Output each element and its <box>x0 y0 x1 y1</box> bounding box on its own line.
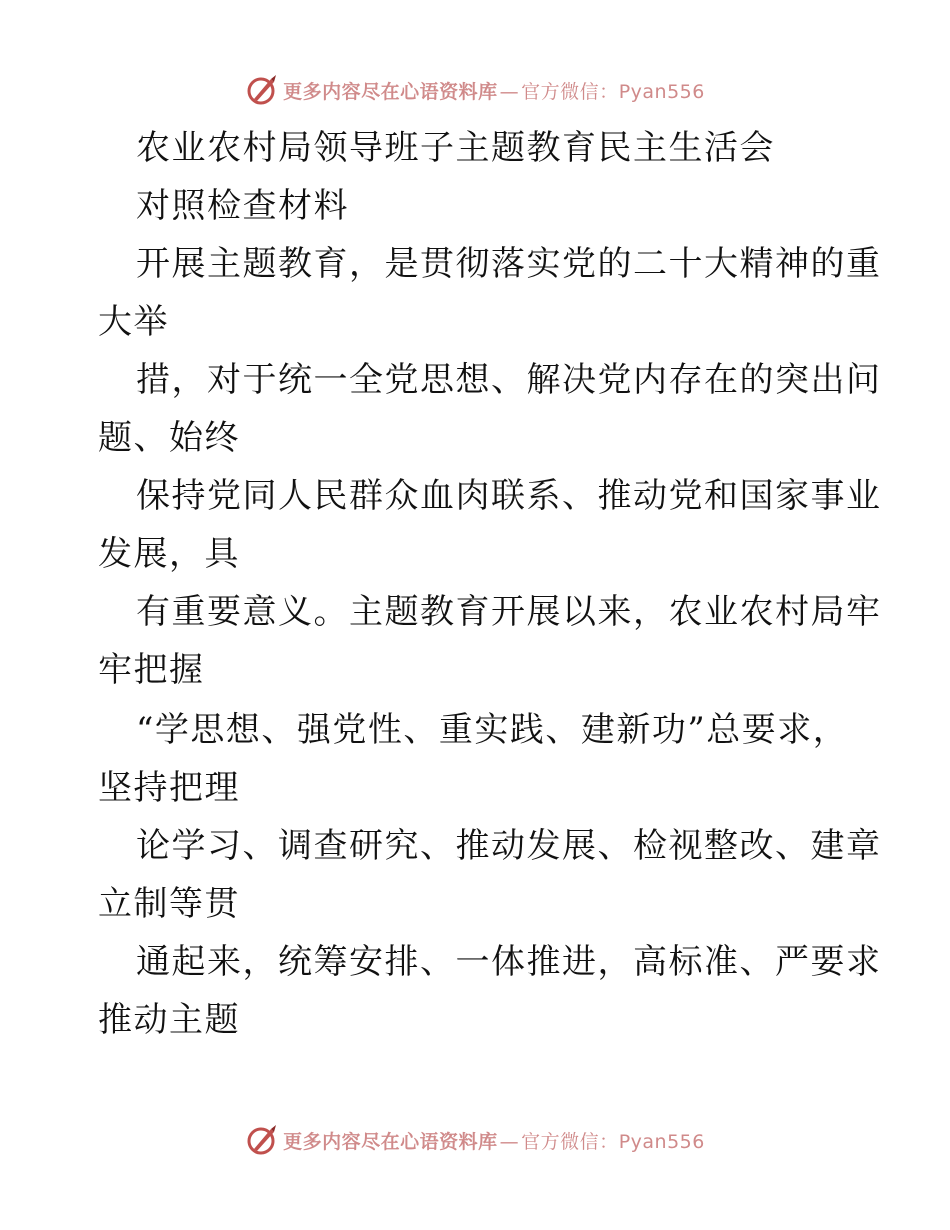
paragraph-line: 论学习、调查研究、推动发展、检视整改、建章 <box>136 826 882 866</box>
header-watermark <box>0 70 950 110</box>
paragraph-line: 题、始终 <box>98 418 240 458</box>
paragraph-line: 发展，具 <box>98 534 240 574</box>
paragraph-line: 立制等贯 <box>98 884 240 924</box>
paragraph-line: “学思想、强党性、重实践、建新功”总要求， <box>136 710 849 750</box>
watermark-wechat-label: 官方微信： <box>521 80 619 103</box>
paragraph-line: 保持党同人民群众血肉联系、推动党和国家事业 <box>136 476 882 516</box>
quill-logo-icon <box>245 1123 279 1157</box>
footer-watermark <box>0 1120 950 1160</box>
paragraph-line: 推动主题 <box>98 1000 240 1040</box>
paragraph-line: 坚持把理 <box>98 768 240 808</box>
watermark-dash: — <box>499 80 520 103</box>
paragraph-line: 通起来，统筹安排、一体推进，高标准、严要求 <box>136 942 882 982</box>
watermark-library-name: 更多内容尽在心语资料库 <box>283 1130 498 1153</box>
paragraph-line: 开展主题教育，是贯彻落实党的二十大精神的重 <box>136 244 882 284</box>
paragraph-line: 有重要意义。主题教育开展以来，农业农村局牢 <box>136 592 882 632</box>
watermark-library-name: 更多内容尽在心语资料库 <box>283 80 498 103</box>
watermark-account: Pyan556 <box>618 1130 705 1153</box>
watermark-text <box>283 1127 705 1154</box>
watermark-wechat-label: 官方微信： <box>521 1130 619 1153</box>
watermark-text <box>283 77 705 104</box>
watermark-dash: — <box>499 1130 520 1153</box>
paragraph-line: 牢把握 <box>98 650 205 690</box>
paragraph-line: 措，对于统一全党思想、解决党内存在的突出问 <box>136 360 882 400</box>
document-title-line-2: 对照检查材料 <box>136 186 349 226</box>
paragraph-line: 大举 <box>98 302 169 342</box>
watermark-account: Pyan556 <box>618 80 705 103</box>
quill-logo-icon <box>245 73 279 107</box>
document-title-line-1: 农业农村局领导班子主题教育民主生活会 <box>136 128 775 168</box>
